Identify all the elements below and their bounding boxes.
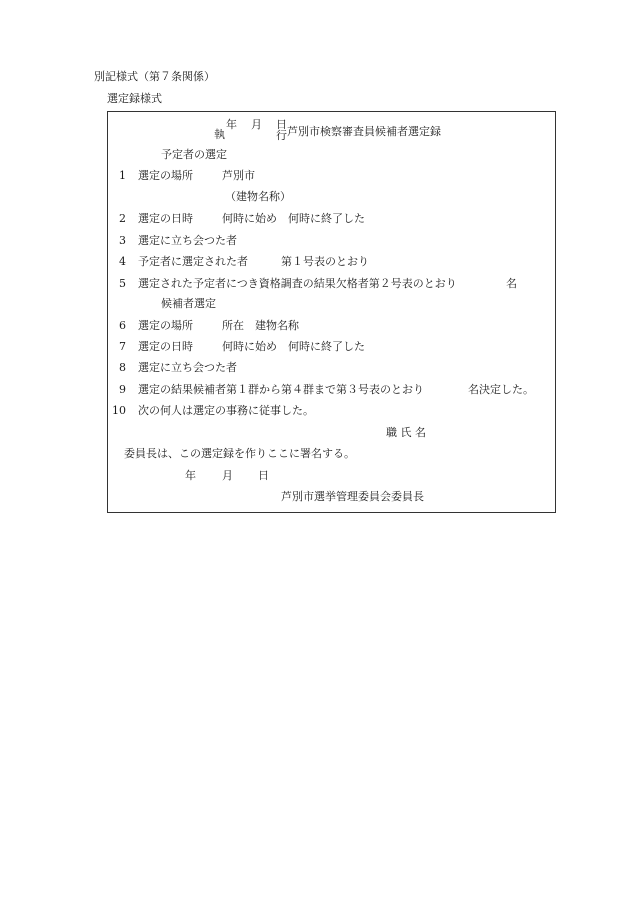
item-number: 10 — [112, 404, 126, 417]
item-value: 所在 建物名称 — [222, 319, 299, 332]
form-reference: 別記様式（第７条関係） — [94, 70, 215, 83]
item-label: 選定の場所 — [138, 169, 193, 182]
item-label: 選定の日時 — [138, 212, 193, 225]
item-label: 次の何人は選定の事務に従事した。 — [138, 404, 314, 417]
item-number: 2 — [119, 212, 126, 225]
item-label: 選定された予定者につき資格調査の結果欠格者第２号表のとおり — [138, 277, 457, 290]
section-heading-yotei: 予定者の選定 — [161, 148, 227, 161]
item-label: 選定の日時 — [138, 340, 193, 353]
title-day: 日 — [276, 118, 287, 131]
item-value: 芦別市 — [222, 169, 255, 182]
item-number: 1 — [119, 169, 126, 182]
section-heading-kohosha: 候補者選定 — [161, 297, 216, 310]
item-label: 選定の場所 — [138, 319, 193, 332]
closing-statement: 委員長は、この選定録を作りここに署名する。 — [124, 447, 355, 460]
building-name: （建物名称） — [225, 190, 291, 203]
date-month: 月 — [222, 469, 233, 482]
item-number: 5 — [119, 277, 126, 290]
title-month: 月 — [251, 118, 262, 131]
item-number: 4 — [119, 255, 126, 268]
item-value: 何時に始め 何時に終了した — [222, 212, 365, 225]
date-day: 日 — [258, 469, 269, 482]
signature-title: 芦別市選挙管理委員会委員長 — [281, 490, 424, 503]
title-shikko-top: 執 — [214, 128, 225, 141]
item-number: 6 — [119, 319, 126, 332]
item-number: 3 — [119, 234, 126, 247]
item-value: 名 — [506, 277, 517, 290]
item-number: 8 — [119, 361, 126, 374]
item-label: 選定に立ち会つた者 — [138, 361, 237, 374]
form-name: 選定録様式 — [107, 92, 162, 105]
staff-name-label: 職 氏 名 — [386, 426, 426, 439]
document-title: 芦別市検察審査員候補者選定録 — [287, 125, 441, 138]
title-shikko-bottom: 行 — [276, 129, 287, 142]
date-year: 年 — [185, 469, 196, 482]
item-number: 7 — [119, 340, 126, 353]
item-number: 9 — [119, 383, 126, 396]
item-label: 選定に立ち会つた者 — [138, 234, 237, 247]
item-label: 選定の結果候補者第１群から第４群まで第３号表のとおり — [138, 383, 424, 396]
item-label: 予定者に選定された者 — [138, 255, 248, 268]
item-value: 名決定した。 — [468, 383, 534, 396]
title-year: 年 — [226, 118, 237, 131]
item-value: 第１号表のとおり — [281, 255, 369, 268]
item-value: 何時に始め 何時に終了した — [222, 340, 365, 353]
